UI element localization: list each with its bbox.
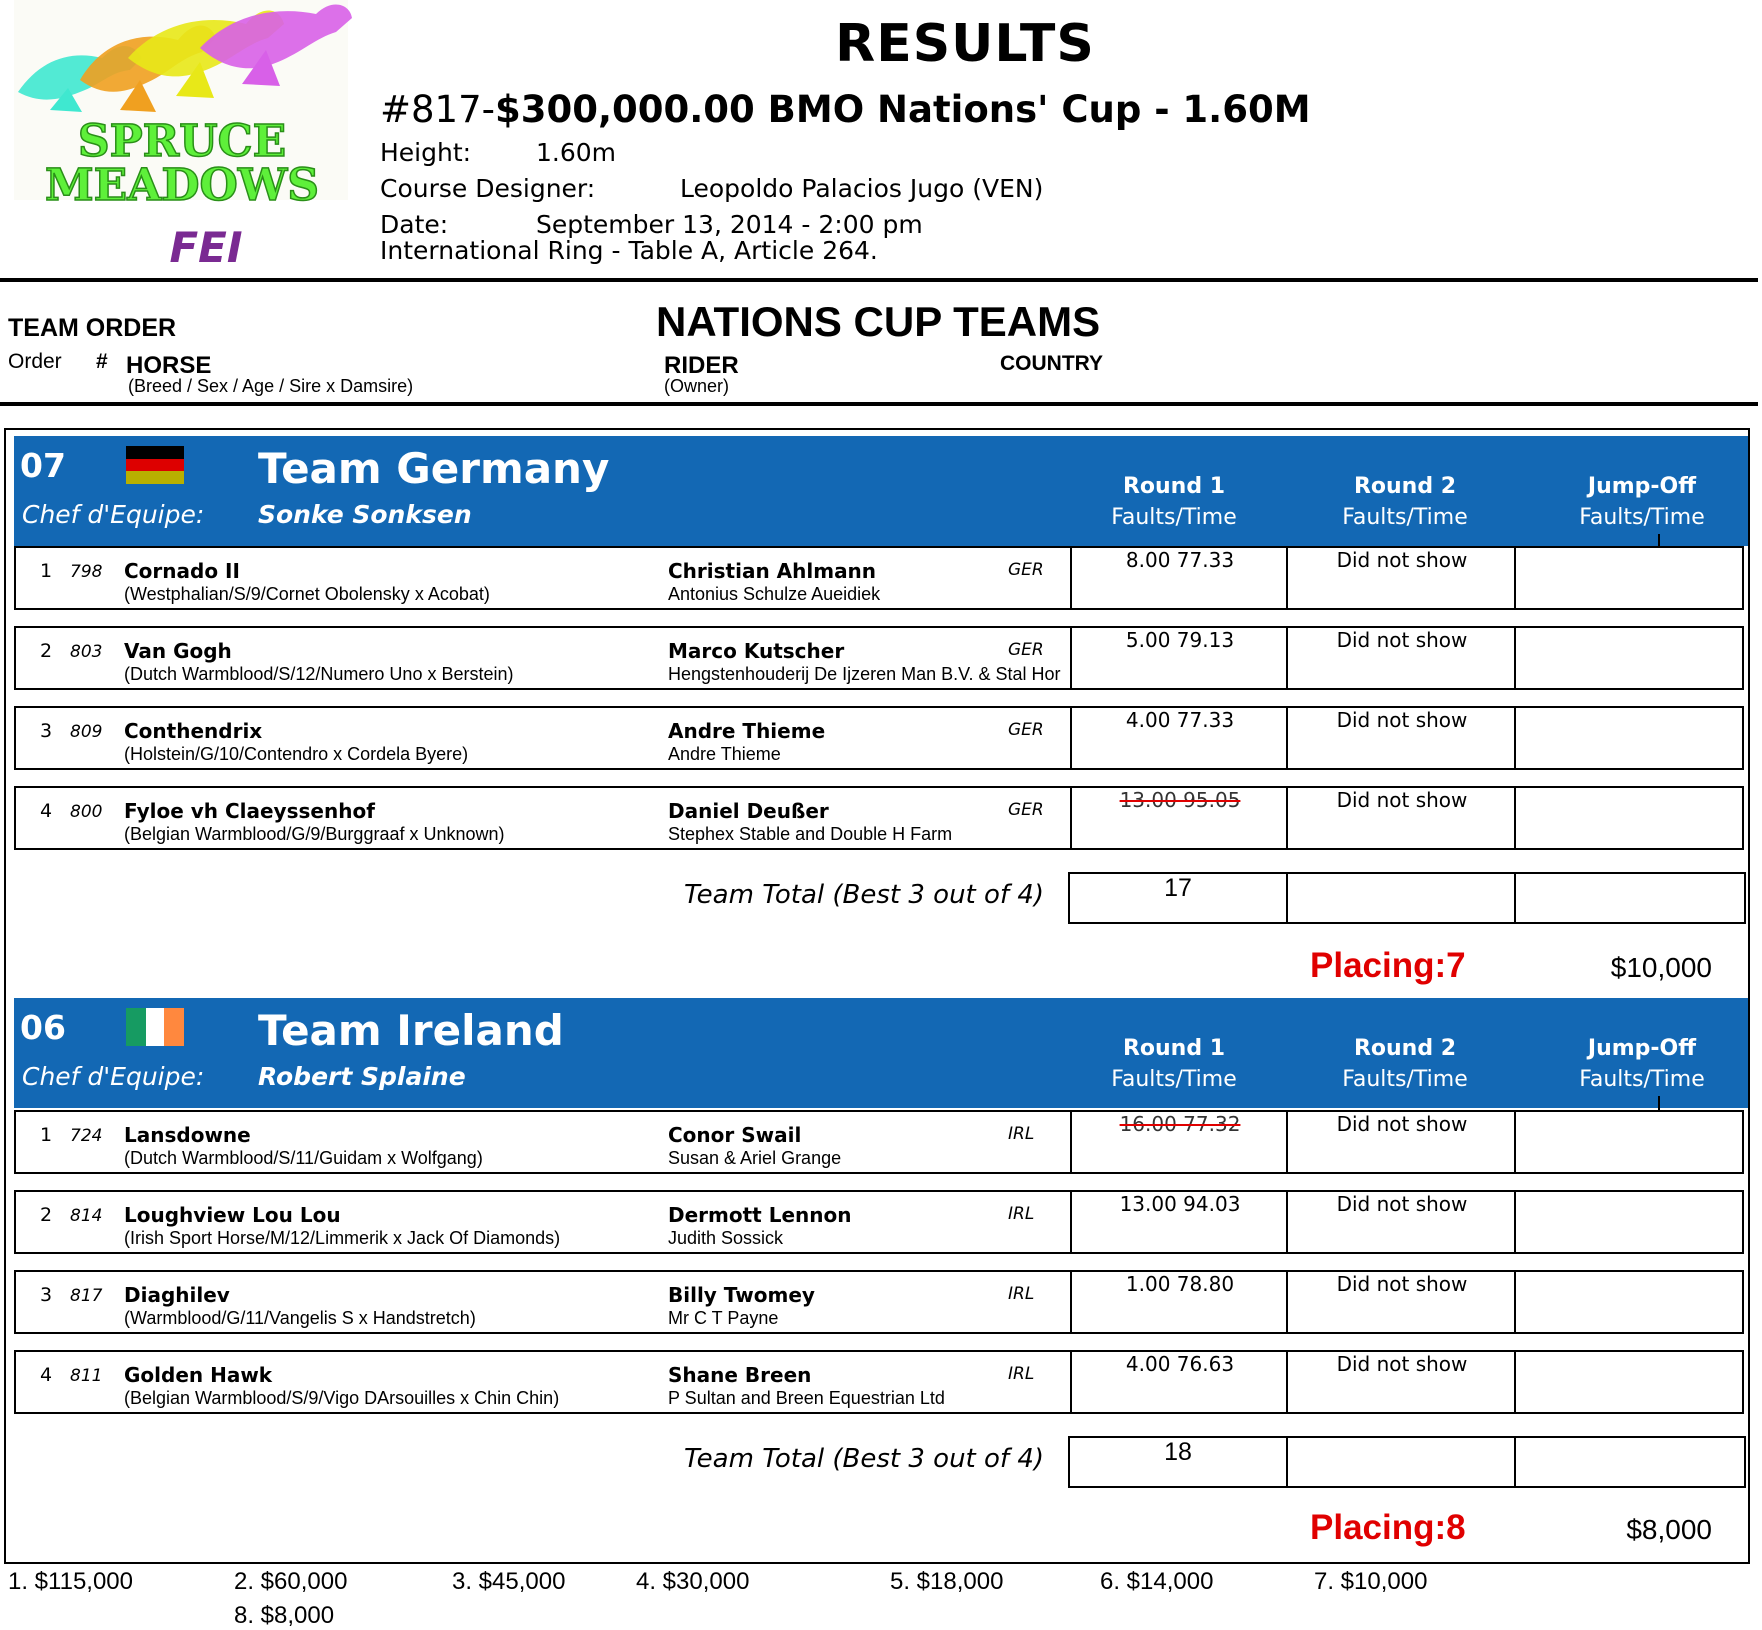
jumpoff-result [1514, 1112, 1744, 1172]
round2-subtitle: Faults/Time [1342, 1067, 1468, 1092]
order-number: 1 [40, 1124, 53, 1146]
round1-header [1054, 436, 1294, 530]
order-number: 3 [40, 1284, 53, 1306]
country-code: GER [1008, 560, 1044, 580]
team-name: Team Ireland [258, 1006, 564, 1055]
dropped-score: 16.00 77.32 [1119, 1112, 1241, 1136]
spruce-meadows-logo [10, 0, 355, 272]
owner-name: Susan & Ariel Grange [668, 1148, 842, 1168]
rider-column-header: RIDER [664, 352, 739, 379]
order-number: 1 [40, 560, 53, 582]
date-row [380, 210, 923, 239]
bib-number: 724 [70, 1126, 103, 1146]
round1-result: 1.00 78.80 [1070, 1272, 1288, 1332]
table-row [14, 546, 1744, 610]
chef-name: Sonke Sonksen [258, 500, 472, 529]
round1-subtitle: Faults/Time [1111, 1067, 1237, 1092]
team-total-jumpoff [1514, 1438, 1746, 1486]
round1-subtitle: Faults/Time [1111, 505, 1237, 530]
jumpoff-result [1514, 628, 1744, 688]
horse-name: Golden Hawk [124, 1363, 273, 1387]
round1-title: Round 1 [1122, 1036, 1226, 1061]
round2-result: Did not show [1286, 628, 1516, 688]
owner-name: P Sultan and Breen Equestrian Ltd [668, 1388, 945, 1408]
rider-name: Daniel Deußer [668, 799, 829, 823]
round1-result: 4.00 76.63 [1070, 1352, 1288, 1412]
prize-money-4: 4. $30,000 [636, 1568, 750, 1595]
rider-name: Conor Swail [668, 1123, 802, 1147]
owner-name: Hengstenhouderij De Ijzeren Man B.V. & Stal Hor [668, 664, 1061, 684]
round2-subtitle: Faults/Time [1342, 505, 1468, 530]
bib-number: 811 [70, 1366, 103, 1386]
horse-info: (Westphalian/S/9/Cornet Obolensky x Acobat) [124, 584, 490, 604]
round1-header [1054, 998, 1294, 1092]
team-header-ireland [14, 998, 1748, 1108]
order-number: 2 [40, 1204, 53, 1226]
team-total-box [1068, 1436, 1746, 1488]
germany-flag-icon [126, 446, 184, 484]
ring-info: International Ring - Table A, Article 264. [380, 236, 878, 265]
height-row [380, 138, 617, 167]
round2-title: Round 2 [1353, 1036, 1457, 1061]
round1-result: 13.00 94.03 [1070, 1192, 1288, 1252]
team-total-box [1068, 872, 1746, 924]
jumpoff-title: Jump-Off [1587, 1036, 1697, 1061]
team-total-round1: 17 [1164, 874, 1192, 902]
jumpoff-subtitle: Faults/Time [1579, 1067, 1705, 1092]
bib-number: 803 [70, 642, 103, 662]
team-header-germany [14, 436, 1748, 546]
table-row [14, 1270, 1744, 1334]
class-number: #817- [380, 88, 495, 131]
order-number: 2 [40, 640, 53, 662]
owner-name: Stephex Stable and Double H Farm [668, 824, 953, 844]
height-value: 1.60m [536, 138, 617, 167]
header-divider [0, 278, 1758, 282]
jumpoff-header [1522, 998, 1762, 1092]
country-code: GER [1008, 720, 1044, 740]
country-code: IRL [1008, 1284, 1035, 1304]
prize-money-8: 8. $8,000 [234, 1602, 335, 1629]
round1-result [1070, 788, 1288, 848]
table-row [14, 626, 1744, 690]
rider-name: Shane Breen [668, 1363, 812, 1387]
round2-result: Did not show [1286, 1112, 1516, 1172]
round2-title: Round 2 [1353, 474, 1457, 499]
order-number: 4 [40, 1364, 53, 1386]
team-total-round2 [1286, 1438, 1516, 1486]
designer-value: Leopoldo Palacios Jugo (VEN) [680, 174, 1044, 203]
horse-info: (Irish Sport Horse/M/12/Limmerik x Jack Of Diamonds) [124, 1228, 561, 1248]
horse-name: Conthendrix [124, 719, 263, 743]
horse-info: (Belgian Warmblood/G/9/Burggraaf x Unknown) [124, 824, 505, 844]
prize-money-3: 3. $45,000 [452, 1568, 566, 1595]
ireland-flag-icon [126, 1008, 184, 1046]
team-code: 06 [20, 1008, 66, 1047]
round2-result: Did not show [1286, 1352, 1516, 1412]
horse-jumpers-icon [10, 0, 355, 272]
horse-info: (Warmblood/G/11/Vangelis S x Handstretch) [124, 1308, 476, 1328]
horse-name: Cornado II [124, 559, 240, 583]
round2-result: Did not show [1286, 1272, 1516, 1332]
rider-name: Marco Kutscher [668, 639, 845, 663]
rider-name: Christian Ahlmann [668, 559, 877, 583]
team-total-round1: 18 [1164, 1438, 1192, 1466]
prize-money-1: 1. $115,000 [8, 1568, 134, 1595]
column-header-divider [0, 402, 1758, 406]
team-total-jumpoff [1514, 874, 1746, 922]
country-code: GER [1008, 640, 1044, 660]
jumpoff-result [1514, 1352, 1744, 1412]
horse-info: (Dutch Warmblood/S/11/Guidam x Wolfgang) [124, 1148, 483, 1168]
round2-header [1285, 998, 1525, 1092]
horse-column-header: HORSE [126, 352, 212, 379]
bib-number: 809 [70, 722, 103, 742]
horse-name: Lansdowne [124, 1123, 251, 1147]
jumpoff-title: Jump-Off [1587, 474, 1697, 499]
class-name: $300,000.00 BMO Nations' Cup - 1.60M [494, 88, 1311, 131]
jumpoff-result [1514, 708, 1744, 768]
team-total-label: Team Total (Best 3 out of 4) [684, 1444, 1045, 1474]
rider-name: Andre Thieme [668, 719, 826, 743]
section-title: NATIONS CUP TEAMS [656, 298, 1101, 345]
team-name: Team Germany [258, 444, 610, 493]
horse-name: Fyloe vh Claeyssenhof [124, 799, 375, 823]
bib-number: 814 [70, 1206, 103, 1226]
order-number: 4 [40, 800, 53, 822]
rider-name: Dermott Lennon [668, 1203, 852, 1227]
round2-result: Did not show [1286, 548, 1516, 608]
jumpoff-result [1514, 1272, 1744, 1332]
svg-text:MEADOWS: MEADOWS [44, 160, 320, 211]
team-placing: Placing:8 [1310, 1508, 1466, 1547]
team-placing: Placing:7 [1310, 946, 1466, 985]
bib-number: 798 [70, 562, 103, 582]
prize-money-7: 7. $10,000 [1314, 1568, 1428, 1595]
chef-name: Robert Splaine [258, 1062, 466, 1091]
team-total-label: Team Total (Best 3 out of 4) [684, 880, 1045, 910]
team-prize: $8,000 [1626, 1514, 1712, 1545]
round2-result: Did not show [1286, 708, 1516, 768]
round1-result [1070, 1112, 1288, 1172]
table-row [14, 706, 1744, 770]
chef-label: Chef d'Equipe: [22, 500, 205, 529]
table-row [14, 786, 1744, 850]
bib-number: 817 [70, 1286, 103, 1306]
chef-label: Chef d'Equipe: [22, 1062, 205, 1091]
owner-name: Andre Thieme [668, 744, 781, 764]
table-row [14, 1190, 1744, 1254]
owner-name: Antonius Schulze Aueidiek [668, 584, 881, 604]
date-value: September 13, 2014 - 2:00 pm [536, 210, 923, 239]
designer-label: Course Designer: [380, 174, 596, 203]
table-row [14, 1350, 1744, 1414]
round1-title: Round 1 [1122, 474, 1226, 499]
country-code: GER [1008, 800, 1044, 820]
owner-name: Mr C T Payne [668, 1308, 779, 1328]
dropped-score: 13.00 95.05 [1119, 788, 1241, 812]
jumpoff-result [1514, 548, 1744, 608]
owner-name: Judith Sossick [668, 1228, 784, 1248]
country-code: IRL [1008, 1364, 1035, 1384]
country-code: IRL [1008, 1124, 1035, 1144]
class-title [380, 88, 1311, 131]
prize-money-6: 6. $14,000 [1100, 1568, 1214, 1595]
team-total-round2 [1286, 874, 1516, 922]
horse-info: (Belgian Warmblood/S/9/Vigo DArsouilles x Chin Chin) [124, 1388, 560, 1408]
rider-column-subheader: (Owner) [664, 376, 730, 396]
horse-info: (Dutch Warmblood/S/12/Numero Uno x Berstein) [124, 664, 514, 684]
height-label: Height: [380, 138, 472, 167]
svg-text:SPRUCE: SPRUCE [77, 116, 287, 167]
country-column-header: COUNTRY [1000, 352, 1104, 375]
jumpoff-result [1514, 1192, 1744, 1252]
jumpoff-header [1522, 436, 1762, 530]
jumpoff-subtitle: Faults/Time [1579, 505, 1705, 530]
bib-number: 800 [70, 802, 103, 822]
team-prize: $10,000 [1610, 952, 1712, 983]
round2-result: Did not show [1286, 788, 1516, 848]
order-column-header: Order [8, 350, 62, 373]
horse-name: Diaghilev [124, 1283, 230, 1307]
team-code: 07 [20, 446, 66, 485]
round2-header [1285, 436, 1525, 530]
prize-money-5: 5. $18,000 [890, 1568, 1004, 1595]
horse-name: Van Gogh [124, 639, 232, 663]
rider-name: Billy Twomey [668, 1283, 815, 1307]
svg-text:FEI: FEI [169, 223, 243, 272]
results-title: RESULTS [835, 14, 1095, 74]
horse-column-subheader: (Breed / Sex / Age / Sire x Damsire) [128, 376, 414, 396]
round1-result: 5.00 79.13 [1070, 628, 1288, 688]
results-frame [4, 428, 1750, 1564]
number-column-header: # [96, 350, 108, 373]
order-number: 3 [40, 720, 53, 742]
round1-result: 8.00 77.33 [1070, 548, 1288, 608]
prize-money-2: 2. $60,000 [234, 1568, 348, 1595]
round2-result: Did not show [1286, 1192, 1516, 1252]
round1-result: 4.00 77.33 [1070, 708, 1288, 768]
date-label: Date: [380, 210, 449, 239]
horse-name: Loughview Lou Lou [124, 1203, 341, 1227]
horse-info: (Holstein/G/10/Contendro x Cordela Byere) [124, 744, 469, 764]
jumpoff-result [1514, 788, 1744, 848]
designer-row [380, 174, 1044, 203]
team-order-heading: TEAM ORDER [8, 314, 177, 342]
country-code: IRL [1008, 1204, 1035, 1224]
table-row [14, 1110, 1744, 1174]
